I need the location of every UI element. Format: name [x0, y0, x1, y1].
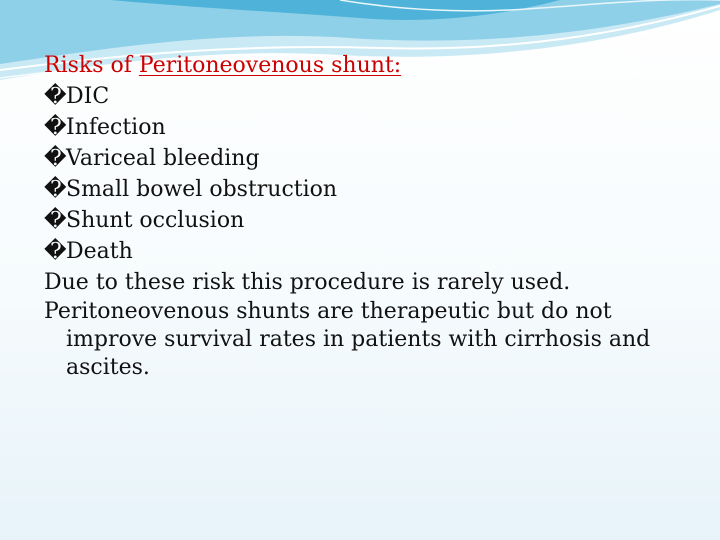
list-item — [44, 112, 684, 143]
list-item-text: Small bowel obstruction — [66, 177, 338, 202]
title-prefix: Risks of — [44, 53, 139, 78]
paragraph-survival: Peritoneovenous shunts are therapeutic but do not improve survival rates in patients with cirrhosis and ascites. — [44, 299, 651, 380]
list-item — [44, 174, 684, 205]
paragraph-rarely-used: Due to these risk this procedure is rarely used. — [44, 270, 571, 295]
bullet-glyph: � — [44, 177, 67, 202]
list-item-text: Death — [66, 239, 133, 264]
list-item-text: DIC — [66, 84, 110, 109]
list-item-text: Infection — [66, 115, 166, 140]
bullet-glyph: � — [44, 115, 67, 140]
list-item-text: Variceal bleeding — [66, 146, 260, 171]
list-item — [44, 81, 684, 112]
bullet-glyph: � — [44, 84, 67, 109]
bullet-glyph: � — [44, 146, 67, 171]
list-item — [44, 143, 684, 174]
slide-title — [44, 50, 684, 81]
list-item-text: Shunt occlusion — [66, 208, 245, 233]
bullet-glyph: � — [44, 239, 67, 264]
title-topic: Peritoneovenous shunt: — [138, 53, 402, 78]
bullet-glyph: � — [44, 208, 67, 233]
risk-list — [44, 81, 684, 267]
slide-content — [44, 50, 684, 382]
list-item — [44, 205, 684, 236]
list-item — [44, 236, 684, 267]
